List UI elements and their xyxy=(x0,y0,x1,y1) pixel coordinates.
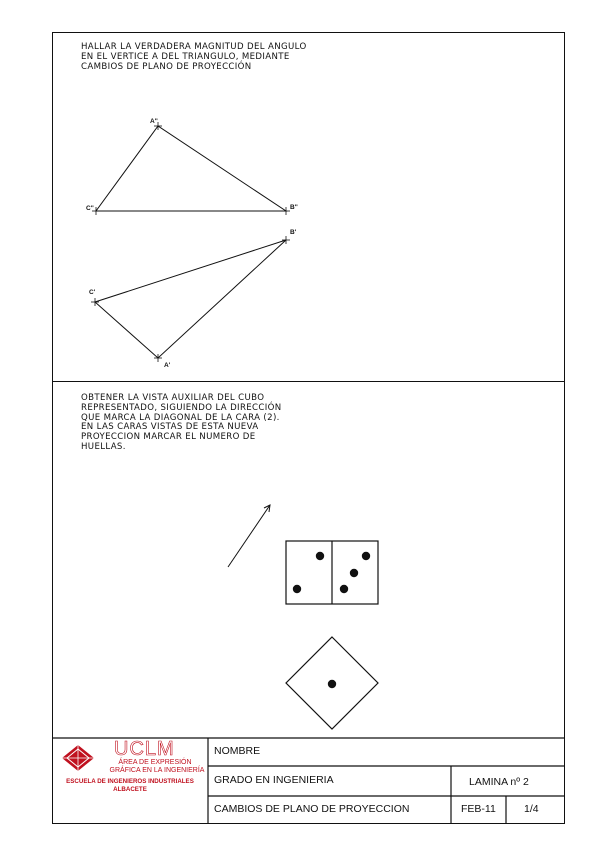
triangle-horizontal-projection xyxy=(95,240,286,358)
uclm-logo-emblem xyxy=(62,745,94,771)
date-label: FEB-11 xyxy=(461,803,496,815)
triangle-horizontal-edges xyxy=(95,240,286,358)
point-label-a2: A" xyxy=(150,118,158,125)
grado-label: GRADO EN INGENIERIA xyxy=(214,774,334,786)
point-label-b1: B' xyxy=(290,229,297,236)
problem-1-line: EN EL VERTICE A DEL TRIANGULO, MEDIANTE xyxy=(81,51,290,62)
point-label-c2: C" xyxy=(86,205,94,212)
uclm-logo-name: UCLM xyxy=(114,738,175,760)
cube-front-view xyxy=(286,541,378,604)
nombre-label: NOMBRE xyxy=(214,745,261,757)
problem-1-line: CAMBIOS DE PLANO DE PROYECCIÓN xyxy=(81,61,252,72)
logo-area-line1: ÁREA DE EXPRESIÓN xyxy=(118,759,192,766)
problem-1-line: HALLAR LA VERDADERA MAGNITUD DEL ANGULO xyxy=(81,42,307,52)
lamina-label: LAMINA nº 2 xyxy=(469,776,529,788)
logo-school-line1: ESCUELA DE INGENIEROS INDUSTRIALES xyxy=(66,778,194,785)
subject-label: CAMBIOS DE PLANO DE PROYECCION xyxy=(214,803,410,815)
logo-area-line2: GRÁFICA EN LA INGENIERÍA xyxy=(109,767,205,774)
point-label-a1: A' xyxy=(164,362,171,369)
problem-2-line: REPRESENTADO, SIGUIENDO LA DIRECCIÓN xyxy=(81,402,282,413)
triangle-vertical-projection xyxy=(96,126,286,211)
vertex-ticks-horizontal xyxy=(91,236,290,362)
problem-2-line: HUELLAS. xyxy=(81,441,126,452)
cube-top-pip xyxy=(328,680,336,688)
problem-2-line: EN LAS CARAS VISTAS DE ESTA NUEVA xyxy=(81,422,259,433)
direction-arrow xyxy=(228,505,270,567)
problem-2-line: QUE MARCA LA DIAGONAL DE LA CARA (2). xyxy=(81,412,280,423)
point-label-c1: C' xyxy=(89,289,96,296)
problem-2-line: PROYECCION MARCAR EL NUMERO DE xyxy=(81,432,256,443)
vertex-ticks-vertical xyxy=(92,122,290,215)
cube-top-view xyxy=(286,637,378,729)
sheet-number-label: 1/4 xyxy=(524,803,539,815)
triangle-vertical-edges xyxy=(96,126,286,211)
point-label-b2: B" xyxy=(290,204,298,211)
problem-2-line: OBTENER LA VISTA AUXILIAR DEL CUBO xyxy=(81,393,265,403)
logo-school-line2: ALBACETE xyxy=(113,786,147,793)
